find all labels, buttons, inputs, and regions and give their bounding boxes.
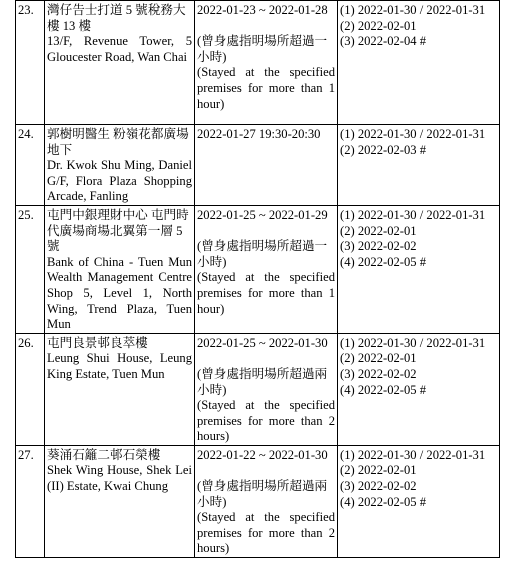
stay-note-en: (Stayed at the specified premises for more than 1 hour) <box>197 65 335 111</box>
premises-name-en: 13/F, Revenue Tower, 5 Gloucester Road, Wan Chai <box>47 34 192 64</box>
test-date-item: (2) 2022-02-01 <box>340 351 417 366</box>
visit-date-cell <box>195 125 338 206</box>
premises-name-zh: 葵涌石籬二邨石榮樓 <box>47 447 161 462</box>
test-dates-cell <box>338 445 500 557</box>
stay-note-zh: (曾身處指明場所超過兩小時) <box>197 479 328 509</box>
premises-cell <box>45 1 195 125</box>
test-date-item: (2) 2022-02-03 # <box>340 142 427 157</box>
stay-note-en: (Stayed at the specified premises for more than 2 hours) <box>197 510 335 556</box>
table-row <box>16 333 500 445</box>
test-date-item: (3) 2022-02-04 # <box>340 34 427 49</box>
visit-date-cell <box>195 1 338 125</box>
test-date-item: (4) 2022-02-05 # <box>340 382 427 397</box>
row-number: 27. <box>16 445 45 557</box>
premises-table <box>15 0 500 558</box>
test-date-item: (1) 2022-01-30 / 2022-01-31 <box>340 3 486 17</box>
test-dates-cell <box>338 125 500 206</box>
stay-note-en: (Stayed at the specified premises for more than 2 hours) <box>197 398 335 444</box>
premises-name-en: Dr. Kwok Shu Ming, Daniel G/F, Flora Plaza Shopping Arcade, Fanling <box>47 158 192 204</box>
test-dates-cell <box>338 205 500 333</box>
row-number: 25. <box>16 205 45 333</box>
row-number: 24. <box>16 125 45 206</box>
visit-date-range: 2022-01-23 ~ 2022-01-28 <box>197 3 328 17</box>
premises-name-en: Bank of China - Tuen Mun Wealth Management Centre Shop 5, Level 1, North Wing, Trend Plaza, Tuen Mun <box>47 254 192 332</box>
premises-cell <box>45 125 195 206</box>
stay-note-zh: (曾身處指明場所超過兩小時) <box>197 366 328 397</box>
premises-cell <box>45 333 195 445</box>
test-date-item: (2) 2022-02-01 <box>340 463 417 478</box>
test-dates-cell <box>338 1 500 125</box>
visit-date-range: 2022-01-25 ~ 2022-01-29 <box>197 207 328 222</box>
premises-name-en: Leung Shui House, Leung King Estate, Tuen Mun <box>47 351 192 381</box>
premises-cell <box>45 445 195 557</box>
spacer <box>197 463 335 479</box>
visit-date-cell <box>195 445 338 557</box>
spacer <box>197 19 335 35</box>
table-row <box>16 1 500 125</box>
premises-name-zh: 郭樹明醫生 粉嶺花都廣場地下 <box>47 127 189 157</box>
visit-date-cell <box>195 205 338 333</box>
visit-date-cell <box>195 333 338 445</box>
test-date-item: (3) 2022-02-02 <box>340 239 417 254</box>
test-date-item: (1) 2022-01-30 / 2022-01-31 <box>340 335 486 350</box>
row-number: 23. <box>16 1 45 125</box>
test-date-item: (1) 2022-01-30 / 2022-01-31 <box>340 447 486 462</box>
premises-name-zh: 屯門良景邨良萃樓 <box>47 335 148 350</box>
table-row <box>16 445 500 557</box>
stay-note-zh: (曾身處指明場所超過一小時) <box>197 34 328 64</box>
test-dates-cell <box>338 333 500 445</box>
premises-name-en: Shek Wing House, Shek Lei (II) Estate, Kwai Chung <box>47 463 192 494</box>
spacer <box>197 351 335 367</box>
test-date-item: (3) 2022-02-02 <box>340 366 417 381</box>
test-date-item: (1) 2022-01-30 / 2022-01-31 <box>340 127 486 141</box>
visit-date-range: 2022-01-22 ~ 2022-01-30 <box>197 447 328 462</box>
test-date-item: (2) 2022-02-01 <box>340 223 417 238</box>
test-date-item: (4) 2022-02-05 # <box>340 494 427 509</box>
premises-cell <box>45 205 195 333</box>
table-row <box>16 205 500 333</box>
visit-date-range: 2022-01-25 ~ 2022-01-30 <box>197 335 328 350</box>
premises-name-zh: 屯門中銀理財中心 屯門時代廣場商場北翼第一層 5 號 <box>47 207 189 254</box>
stay-note-zh: (曾身處指明場所超過一小時) <box>197 239 328 269</box>
test-date-item: (4) 2022-02-05 # <box>340 254 427 269</box>
test-date-item: (3) 2022-02-02 <box>340 479 417 494</box>
table-row <box>16 125 500 206</box>
spacer <box>197 224 335 240</box>
visit-date-range: 2022-01-27 19:30-20:30 <box>197 127 321 141</box>
test-date-item: (2) 2022-02-01 <box>340 18 417 33</box>
premises-name-zh: 灣仔告士打道 5 號稅務大樓 13 樓 <box>47 3 186 33</box>
stay-note-en: (Stayed at the specified premises for more than 1 hour) <box>197 270 335 316</box>
row-number: 26. <box>16 333 45 445</box>
test-date-item: (1) 2022-01-30 / 2022-01-31 <box>340 207 486 222</box>
